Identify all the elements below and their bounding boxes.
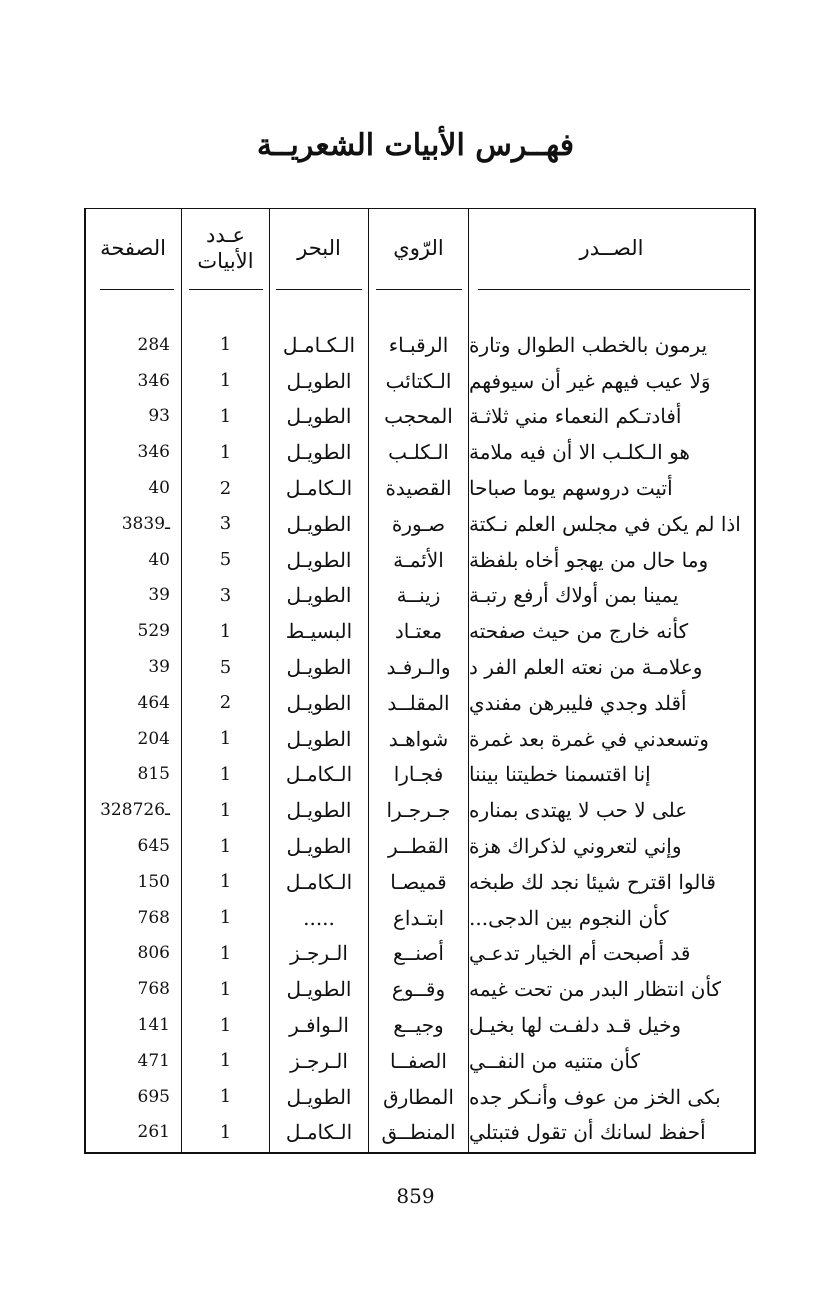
- header-rule: [478, 289, 750, 290]
- table-row: [86, 792, 754, 828]
- verse-opening: كأنه خارج من حيث صفحته: [469, 619, 689, 644]
- table-row: [86, 434, 754, 470]
- meter: الـرجـز: [290, 941, 348, 966]
- verse-count: 1: [219, 334, 232, 356]
- verse-count: 3: [219, 513, 232, 535]
- page-ref: 806: [137, 943, 170, 964]
- rhyme-word: زينــة: [396, 583, 441, 608]
- rhyme-word: صـورة: [391, 511, 446, 536]
- table-row: [86, 578, 754, 614]
- table-row: [86, 685, 754, 721]
- rhyme-word: المقلــد: [387, 690, 450, 715]
- page-number: 859: [396, 1184, 435, 1208]
- table-row: [86, 936, 754, 972]
- verse-count: 1: [219, 1086, 232, 1108]
- verse-opening: أحفظ لسانك أن تقول فتبتلي: [469, 1120, 706, 1145]
- verse-opening: بكى الخز من عوف وأنـكر جده: [469, 1084, 721, 1109]
- verse-opening: على لا حب لا يهتدى بمناره: [469, 798, 688, 823]
- rhyme-word: شواهـد: [388, 726, 449, 751]
- page-ref: 815: [137, 764, 170, 785]
- verse-opening: يرمون بالخطب الطوال وتارة: [469, 332, 708, 357]
- verse-count: 1: [219, 1014, 232, 1036]
- table-row: [86, 757, 754, 793]
- rhyme-word: المحجب: [384, 404, 453, 429]
- header-rawi: الرّوي: [393, 235, 444, 260]
- meter: الطويـل: [286, 368, 352, 393]
- table-row: [86, 399, 754, 435]
- rhyme-word: المنطــق: [381, 1120, 456, 1145]
- page-ref: 284: [137, 334, 170, 355]
- header-rule: [276, 289, 362, 290]
- page-ref: 40: [148, 478, 170, 499]
- table-row: [86, 1043, 754, 1079]
- meter: البسيـط: [285, 619, 353, 644]
- table-row: [86, 506, 754, 542]
- header-rule: [376, 289, 462, 290]
- verse-count: 1: [219, 907, 232, 929]
- meter: الطويـل: [286, 547, 352, 572]
- header-rule: [189, 289, 263, 290]
- header-bahr: البحر: [297, 235, 341, 260]
- header-count: عـدد الأبيات: [197, 222, 254, 273]
- verse-count: 1: [219, 405, 232, 427]
- meter: الطويـل: [286, 583, 352, 608]
- table-row: [86, 1007, 754, 1043]
- verse-opening: أفادتـكم النعماء مني ثلاثـة: [469, 404, 682, 429]
- rhyme-word: فجـارا: [393, 762, 444, 787]
- verse-count: 3: [219, 584, 232, 606]
- table-row: [86, 649, 754, 685]
- meter: الطويـل: [286, 511, 352, 536]
- table-row: [86, 721, 754, 757]
- page-ref: 328ـ726: [100, 800, 170, 821]
- verse-opening: قالوا اقترح شيئا نجد لك طبخه: [469, 869, 716, 894]
- poetry-index-table: [84, 208, 756, 1154]
- rhyme-word: المطارق: [383, 1084, 454, 1109]
- verse-count: 1: [219, 728, 232, 750]
- rhyme-word: ابتـداع: [393, 905, 445, 930]
- verse-count: 1: [219, 441, 232, 463]
- page-ref: 93: [148, 406, 170, 427]
- verse-count: 1: [219, 620, 232, 642]
- page-ref: 768: [137, 907, 170, 928]
- meter: الـكامـل: [285, 1120, 353, 1145]
- table-row: [86, 1079, 754, 1115]
- rhyme-word: الـكتائب: [385, 368, 452, 393]
- page-ref: 471: [137, 1050, 170, 1071]
- verse-opening: يمينا بمن أولاك أرفع رتبـة: [469, 583, 679, 608]
- meter: الطويـل: [286, 690, 352, 715]
- verse-count: 5: [219, 549, 232, 571]
- verse-count: 2: [219, 692, 232, 714]
- rhyme-word: أصنــع: [393, 941, 444, 966]
- meter: الـكـامـل: [282, 332, 356, 357]
- meter: الطويـل: [286, 404, 352, 429]
- rhyme-word: الرقبـاء: [388, 332, 449, 357]
- rhyme-word: معتـاد: [394, 619, 443, 644]
- meter: الطويـل: [286, 798, 352, 823]
- meter: الطويـل: [286, 726, 352, 751]
- verse-opening: وخيل قـد دلفـت لها بخيـل: [469, 1013, 682, 1038]
- table-row: [86, 900, 754, 936]
- rhyme-word: وجيــع: [393, 1013, 444, 1038]
- table-row: [86, 327, 754, 363]
- verse-count: 1: [219, 1121, 232, 1143]
- meter: الـكامـل: [285, 476, 353, 501]
- verse-opening: كأن انتظار البدر من تحت غيمه: [469, 977, 722, 1002]
- page-ref: 150: [137, 871, 170, 892]
- table-row: [86, 971, 754, 1007]
- meter: الطويـل: [286, 1084, 352, 1109]
- table-body: [86, 327, 754, 1150]
- verse-opening: وإني لتعروني لذكراك هزة: [469, 834, 682, 859]
- verse-opening: أتيت دروسهم يوما صباحا: [469, 476, 673, 501]
- meter: الطويـل: [286, 655, 352, 680]
- rhyme-word: قميصـا: [390, 869, 447, 894]
- page-ref: 464: [137, 692, 170, 713]
- table-row: [86, 1115, 754, 1151]
- page-ref: 768: [137, 979, 170, 1000]
- verse-opening: إنا اقتسمنا خطيتنا بيننا: [469, 762, 651, 787]
- meter: الـرجـز: [290, 1048, 348, 1073]
- rhyme-word: الـكلـب: [388, 440, 449, 465]
- rhyme-word: وقــوع: [391, 977, 446, 1002]
- verse-count: 1: [219, 1050, 232, 1072]
- verse-opening: قد أصبحت أم الخيار تدعـي: [469, 941, 691, 966]
- page-ref: 39: [148, 585, 170, 606]
- verse-opening: وما حال من يهجو أخاه بلفظة: [469, 547, 709, 572]
- table-row: [86, 363, 754, 399]
- verse-opening: أقلد وجدي فليبرهن مفندي: [469, 690, 687, 715]
- verse-count: 1: [219, 763, 232, 785]
- meter: الطويـل: [286, 977, 352, 1002]
- verse-count: 1: [219, 978, 232, 1000]
- rhyme-word: القطــر: [388, 834, 449, 859]
- verse-count: 5: [219, 656, 232, 678]
- page-ref: 695: [137, 1086, 170, 1107]
- page-ref: 346: [137, 442, 170, 463]
- rhyme-word: الأئمـة: [393, 547, 444, 572]
- verse-count: 1: [219, 799, 232, 821]
- table-row: [86, 542, 754, 578]
- rhyme-word: والـرفـد: [386, 655, 451, 680]
- page-ref: 141: [137, 1015, 170, 1036]
- page-ref: 39: [148, 657, 170, 678]
- meter: الـوافـر: [289, 1013, 349, 1038]
- verse-opening: كأن متنيه من النفــي: [469, 1048, 641, 1073]
- verse-opening: وتسعدني في غمرة بعد غمرة: [469, 726, 709, 751]
- header-rule: [100, 289, 174, 290]
- page-title: فهــرس الأبيات الشعريــة: [256, 128, 575, 163]
- table-row: [86, 864, 754, 900]
- verse-count: 1: [219, 871, 232, 893]
- page-ref: 645: [137, 836, 170, 857]
- meter: .....: [303, 905, 335, 930]
- verse-count: 1: [219, 370, 232, 392]
- verse-opening: وعلامـة من نعته العلم الفر د: [469, 655, 703, 680]
- verse-opening: كأن النجوم بين الدجى...: [469, 905, 669, 930]
- table-row: [86, 828, 754, 864]
- page-ref: 261: [137, 1122, 170, 1143]
- meter: الطويـل: [286, 834, 352, 859]
- page-ref: 346: [137, 370, 170, 391]
- verse-count: 2: [219, 477, 232, 499]
- table-row: [86, 613, 754, 649]
- meter: الـكامـل: [285, 762, 353, 787]
- meter: الطويـل: [286, 440, 352, 465]
- header-page: الصفحة: [100, 235, 166, 260]
- rhyme-word: الصفــا: [390, 1048, 447, 1073]
- verse-opening: وَلا عيب فيهم غير أن سيوفهم: [469, 368, 711, 393]
- rhyme-word: جـرجـرا: [386, 798, 451, 823]
- verse-count: 1: [219, 942, 232, 964]
- page-ref: 38ـ39: [121, 513, 170, 534]
- rhyme-word: القصيدة: [385, 476, 452, 501]
- verse-count: 1: [219, 835, 232, 857]
- page-ref: 40: [148, 549, 170, 570]
- verse-opening: اذا لم يكن في مجلس العلم نـكتة: [469, 511, 741, 536]
- table-row: [86, 470, 754, 506]
- meter: الـكامـل: [285, 869, 353, 894]
- page-ref: 529: [137, 621, 170, 642]
- verse-opening: هو الـكلـب الا أن فيه ملامة: [469, 440, 690, 465]
- header-sadr: الصــدر: [579, 235, 644, 260]
- page-ref: 204: [137, 728, 170, 749]
